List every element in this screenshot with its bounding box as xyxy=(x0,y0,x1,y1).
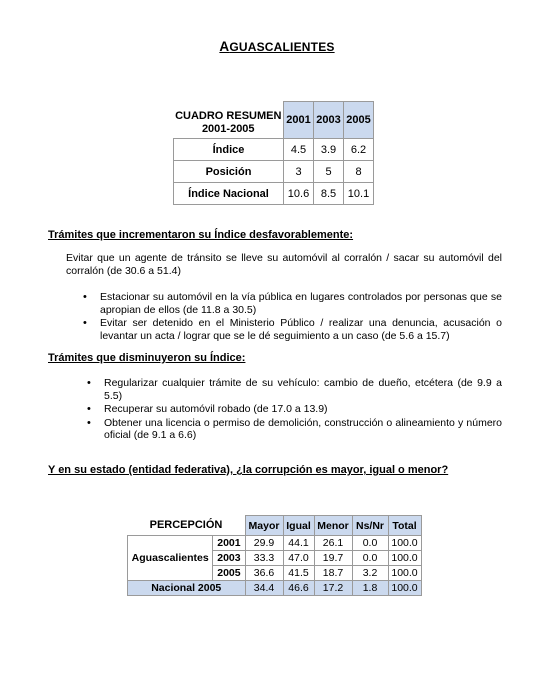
table-row-national xyxy=(128,581,422,596)
perception-table xyxy=(127,515,422,596)
page-title-initial: A xyxy=(219,39,230,54)
page-title-rest: GUASCALIENTES xyxy=(229,40,335,54)
perception-cell: 26.1 xyxy=(314,536,352,551)
bullet-icon: • xyxy=(83,317,87,329)
perception-cell: 19.7 xyxy=(314,551,352,566)
corruption-question: Y en su estado (entidad federativa), ¿la corrupción es mayor, igual o menor? xyxy=(48,464,449,476)
summary-cell: 10.6 xyxy=(284,183,314,205)
perception-cell: 41.5 xyxy=(283,566,314,581)
summary-cell: 3 xyxy=(284,161,314,183)
perception-cell: 17.2 xyxy=(314,581,352,596)
perception-state-label: Aguascalientes xyxy=(128,536,213,581)
bullet-icon: • xyxy=(87,416,91,429)
perception-col-header: Menor xyxy=(314,516,352,536)
list-item xyxy=(83,317,502,342)
bullet-icon: • xyxy=(87,403,91,415)
perception-year: 2001 xyxy=(213,536,245,551)
summary-year-header: 2003 xyxy=(314,102,344,139)
section-intro-paragraph: Evitar que un agente de tránsito se lleve su automóvil al corralón / sacar su automóvil del corralón (de 30.6 a 51.4) xyxy=(66,252,502,277)
summary-corner-line2: 2001-2005 xyxy=(201,123,255,135)
summary-row-label: Índice xyxy=(174,139,284,161)
perception-cell: 100.0 xyxy=(388,536,421,551)
list-item-text: Estacionar su automóvil en la vía pública en lugares controlados por personas que se apropian de ellos (de 11.8 a 30.5) xyxy=(100,291,502,316)
bullet-icon: • xyxy=(83,291,87,303)
list-item-text: Obtener una licencia o permiso de demolición, construcción o alineamiento y número oficial (de 9.1 a 6.6) xyxy=(104,416,502,441)
list-item-text: Regularizar cualquier trámite de su vehículo: cambio de dueño, etcétera (de 9.9 a 5.5) xyxy=(104,377,502,402)
summary-table xyxy=(173,101,374,205)
perception-cell: 100.0 xyxy=(388,581,421,596)
perception-cell: 34.4 xyxy=(245,581,283,596)
summary-row-label: Posición xyxy=(174,161,284,183)
list-item xyxy=(87,377,502,402)
summary-cell: 8 xyxy=(344,161,374,183)
perception-cell: 29.9 xyxy=(245,536,283,551)
list-item xyxy=(87,416,502,442)
list-item-text: Evitar ser detenido en el Ministerio Público / realizar una denuncia, acusación o levantar un acta / lograr que se le dé seguimiento a un caso (de 5.6 a 15.7) xyxy=(100,317,502,342)
perception-year: 2005 xyxy=(213,566,245,581)
summary-row xyxy=(174,139,374,161)
summary-cell: 4.5 xyxy=(284,139,314,161)
perception-cell: 46.6 xyxy=(283,581,314,596)
summary-row xyxy=(174,161,374,183)
summary-header-row xyxy=(174,102,374,139)
perception-col-header: Igual xyxy=(283,516,314,536)
bullet-icon: • xyxy=(87,377,91,389)
section-heading-decreased: Trámites que disminuyeron su Índice: xyxy=(48,352,246,364)
perception-cell: 44.1 xyxy=(283,536,314,551)
table-row xyxy=(128,536,422,551)
list-item xyxy=(83,291,502,316)
page-title xyxy=(0,39,554,54)
summary-corner-line1: CUADRO RESUMEN xyxy=(175,110,282,122)
list-item-text: Recuperar su automóvil robado (de 17.0 a 13.9) xyxy=(104,403,328,415)
summary-year-header: 2005 xyxy=(344,102,374,139)
perception-cell: 100.0 xyxy=(388,566,421,581)
perception-national-label: Nacional 2005 xyxy=(128,581,246,596)
perception-cell: 3.2 xyxy=(352,566,388,581)
perception-col-header: Total xyxy=(388,516,421,536)
summary-cell: 3.9 xyxy=(314,139,344,161)
summary-row xyxy=(174,183,374,205)
summary-cell: 10.1 xyxy=(344,183,374,205)
list-item xyxy=(87,403,502,416)
perception-cell: 47.0 xyxy=(283,551,314,566)
perception-col-header: Ns/Nr xyxy=(352,516,388,536)
perception-col-header: Mayor xyxy=(245,516,283,536)
summary-year-header: 2001 xyxy=(284,102,314,139)
perception-year: 2003 xyxy=(213,551,245,566)
increased-list xyxy=(83,291,502,343)
perception-cell: 33.3 xyxy=(245,551,283,566)
summary-corner-label xyxy=(174,102,284,139)
perception-cell: 0.0 xyxy=(352,551,388,566)
perception-cell: 100.0 xyxy=(388,551,421,566)
perception-cell: 36.6 xyxy=(245,566,283,581)
perception-corner-label: PERCEPCIÓN xyxy=(149,519,223,532)
perception-header-row xyxy=(128,516,422,536)
perception-cell: 0.0 xyxy=(352,536,388,551)
perception-cell: 1.8 xyxy=(352,581,388,596)
decreased-list xyxy=(87,377,502,443)
summary-cell: 5 xyxy=(314,161,344,183)
section-heading-increased: Trámites que incrementaron su Índice desfavorablemente: xyxy=(48,229,354,241)
perception-cell: 18.7 xyxy=(314,566,352,581)
summary-row-label: Índice Nacional xyxy=(174,183,284,205)
summary-cell: 8.5 xyxy=(314,183,344,205)
summary-cell: 6.2 xyxy=(344,139,374,161)
